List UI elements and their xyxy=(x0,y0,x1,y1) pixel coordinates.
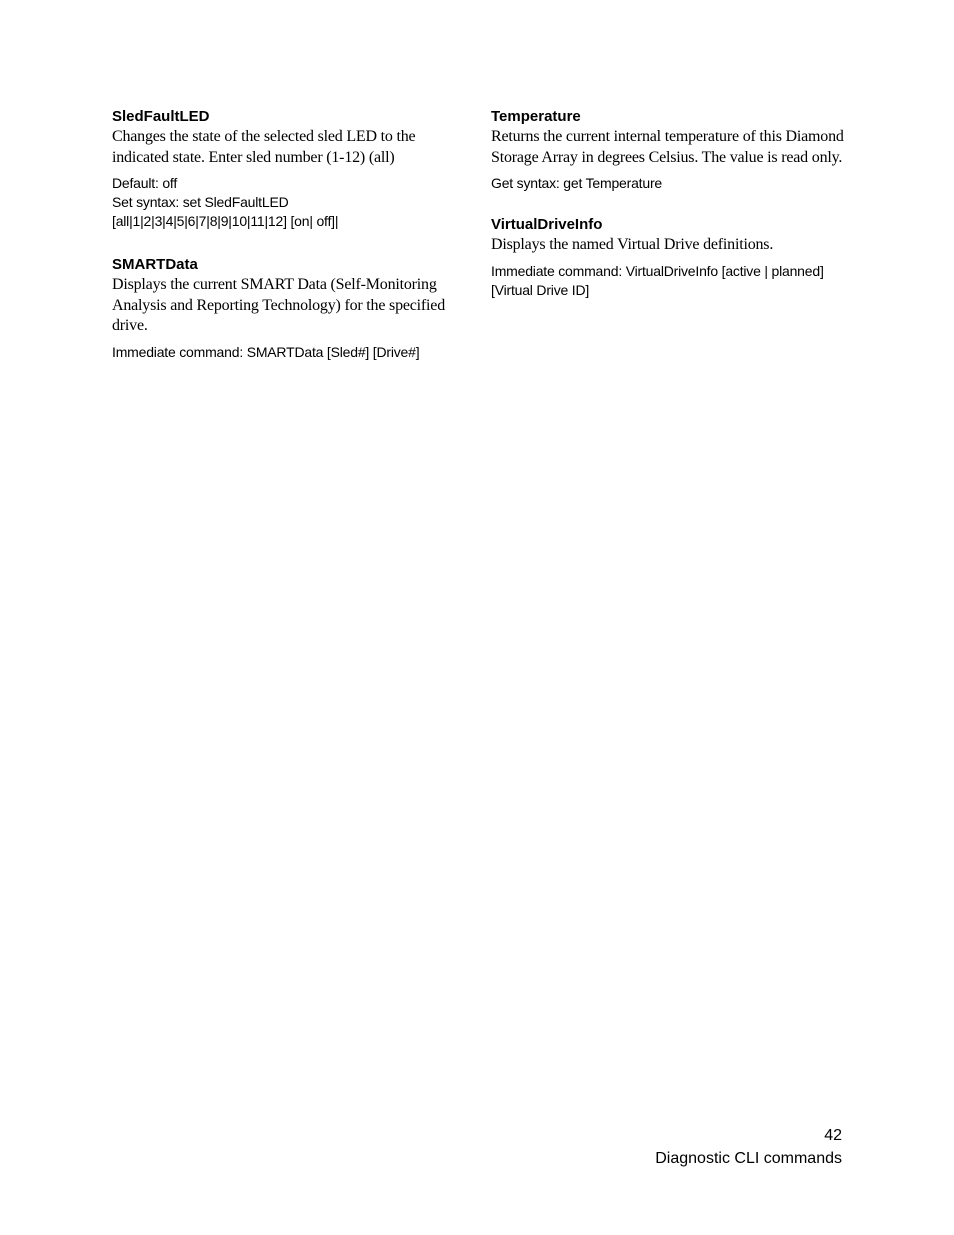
section-title: Diagnostic CLI commands xyxy=(655,1150,842,1167)
syntax-line: Immediate command: VirtualDriveInfo [active | planned] xyxy=(491,262,824,279)
right-column xyxy=(491,107,851,322)
syntax-line: Set syntax: set SledFaultLED xyxy=(112,194,289,210)
entry-title: SMARTData xyxy=(112,256,198,273)
entry-description: Displays the current SMART Data (Self-Monitoring Analysis and Reporting Technology) for the specified drive. xyxy=(112,276,445,334)
entry-title: Temperature xyxy=(491,108,581,125)
syntax-line: [all|1|2|3|4|5|6|7|8|9|10|11|12] [on| off]| xyxy=(112,213,339,229)
entry-title: SledFaultLED xyxy=(112,108,210,125)
entry-syntax xyxy=(491,262,851,300)
entry-virtual-drive-info xyxy=(491,215,851,300)
entry-smart-data xyxy=(112,255,462,362)
entry-description: Returns the current internal temperature of this Diamond Storage Array in degrees Celsius. The value is read only. xyxy=(491,128,844,166)
syntax-line: Immediate command: SMARTData [Sled#] [Drive#] xyxy=(112,343,420,360)
syntax-line: Default: off xyxy=(112,175,178,191)
page-number: 42 xyxy=(824,1127,842,1144)
page-footer xyxy=(655,1124,842,1170)
entry-sled-fault-led xyxy=(112,107,462,231)
syntax-line: Get syntax: get Temperature xyxy=(491,175,662,191)
entry-syntax xyxy=(112,343,462,362)
syntax-line: [Virtual Drive ID] xyxy=(491,281,590,298)
entry-description: Changes the state of the selected sled LED to the indicated state. Enter sled number (1-12) (all) xyxy=(112,128,416,166)
entry-temperature xyxy=(491,107,851,193)
entry-description: Displays the named Virtual Drive definitions. xyxy=(491,236,774,253)
left-column xyxy=(112,107,462,386)
entry-syntax xyxy=(112,174,462,231)
entry-title: VirtualDriveInfo xyxy=(491,216,603,233)
entry-syntax xyxy=(491,174,851,193)
